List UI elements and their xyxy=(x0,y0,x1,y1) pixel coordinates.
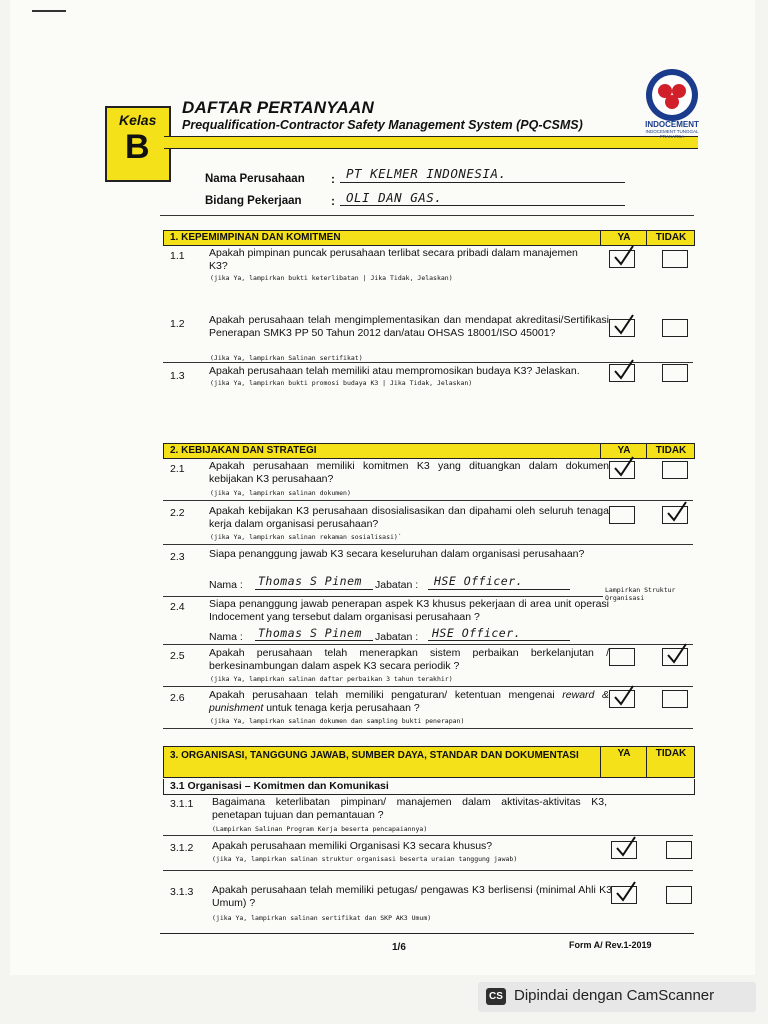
question-number: 1.1 xyxy=(170,250,185,262)
camscanner-watermark xyxy=(478,982,756,1012)
q1-3-tidak-checkbox[interactable] xyxy=(662,364,688,382)
document-title: DAFTAR PERTANYAAN xyxy=(182,98,374,117)
pj-k3-name-value[interactable]: Thomas S Pinem xyxy=(258,574,362,588)
underline xyxy=(428,589,570,590)
q1-3-ya-checkbox[interactable] xyxy=(609,364,635,382)
question-note: (Lampirkan Salinan Program Kerja beserta pencapaiannya) xyxy=(212,825,428,833)
q2-5-tidak-checkbox[interactable] xyxy=(662,648,688,666)
subsection-3-1-title: 3.1 Organisasi – Komitmen dan Komunikasi xyxy=(170,780,389,792)
divider xyxy=(163,500,693,501)
section-3-title: 3. ORGANISASI, TANGGUNG JAWAB, SUMBER DAYA, STANDAR DAN DOKUMENTASI xyxy=(170,750,579,761)
pj-k3-position-value[interactable]: HSE Officer. xyxy=(434,574,524,588)
side-note-line-2: Organisasi xyxy=(605,594,645,602)
section-3-header xyxy=(163,746,695,778)
scan-mark xyxy=(32,10,66,12)
logo-company-name: INDOCEMENT xyxy=(645,120,699,129)
underline xyxy=(428,640,570,641)
jabatan-label: Jabatan : xyxy=(375,631,419,643)
ya-column-header: YA xyxy=(600,747,647,777)
section-1-header xyxy=(163,230,695,246)
question-number: 1.3 xyxy=(170,370,185,382)
q2-5-ya-checkbox[interactable] xyxy=(609,648,635,666)
question-number: 2.1 xyxy=(170,463,185,475)
business-field-label: Bidang Pekerjaan xyxy=(205,195,302,207)
pj-k3-area-position-value[interactable]: HSE Officer. xyxy=(432,626,522,640)
logo-company-subtext: INDOCEMENT TUNGGAL PRAKARSA xyxy=(645,129,699,139)
q1-1-tidak-checkbox[interactable] xyxy=(662,250,688,268)
question-number: 2.5 xyxy=(170,650,185,662)
q1-2-ya-checkbox[interactable] xyxy=(609,319,635,337)
question-text: Apakah perusahaan telah memiliki atau mempromosikan budaya K3? Jelaskan. xyxy=(209,365,580,377)
question-text-main: Apakah perusahaan telah memiliki pengaturan/ ketentuan mengenai xyxy=(209,689,555,701)
subsection-3-1 xyxy=(163,779,695,795)
camscanner-icon: CS xyxy=(486,988,506,1005)
q1-1-ya-checkbox[interactable] xyxy=(609,250,635,268)
divider xyxy=(163,596,603,597)
question-note: (jika Ya, lampirkan salinan rekaman sosialisasi)` xyxy=(210,533,402,541)
question-note: (jika Ya, lampirkan salinan struktur organisasi beserta uraian tanggung jawab) xyxy=(212,855,518,863)
divider xyxy=(160,215,694,216)
question-note: (jika Ya, lampirkan bukti keterlibatan | Jika Tidak, Jelaskan) xyxy=(210,274,453,282)
tidak-column-header: TIDAK xyxy=(646,231,695,245)
question-number: 2.3 xyxy=(170,551,185,563)
question-text-rest: untuk tenaga kerja perusahaan ? xyxy=(263,702,420,714)
question-text: Apakah perusahaan memiliki Organisasi K3 secara khusus? xyxy=(212,840,493,852)
nama-label: Nama : xyxy=(209,579,243,591)
colon: : xyxy=(331,194,335,208)
page-number: 1/6 xyxy=(392,942,406,953)
divider xyxy=(163,544,693,545)
question-text: Bagaimana keterlibatan pimpinan/ manajemen dalam aktivitas-aktivitas K3, penetapan tujuan dan pemantauan ? xyxy=(212,796,607,821)
q1-2-tidak-checkbox[interactable] xyxy=(662,319,688,337)
question-note: (jika Ya, lampirkan bukti promosi budaya K3 | Jika Tidak, Jelaskan) xyxy=(210,379,473,387)
company-name-label: Nama Perusahaan xyxy=(205,173,305,185)
question-text-italic: reward & punishment xyxy=(209,689,609,714)
q3-1-3-ya-checkbox[interactable] xyxy=(611,886,637,904)
side-note-line-1: Lampirkan Struktur xyxy=(605,586,676,594)
underline xyxy=(340,182,625,183)
question-number: 3.1.3 xyxy=(170,886,194,898)
question-text: Apakah perusahaan telah mengimplementasikan dan mendapat akreditasi/Sertifikasi Penerapan SMK3 PP 50 Tahun 2012 dan/atau OHSAS 18001/ISO 45001? xyxy=(209,314,609,339)
divider xyxy=(163,870,693,871)
underline xyxy=(255,640,373,641)
header-yellow-bar xyxy=(164,136,698,149)
q3-1-2-ya-checkbox[interactable] xyxy=(611,841,637,859)
pj-k3-area-name-value[interactable]: Thomas S Pinem xyxy=(258,626,362,640)
section-2-title: 2. KEBIJAKAN DAN STRATEGI xyxy=(170,445,317,456)
q2-6-ya-checkbox[interactable] xyxy=(609,690,635,708)
q2-2-ya-checkbox[interactable] xyxy=(609,506,635,524)
q2-1-tidak-checkbox[interactable] xyxy=(662,461,688,479)
question-text: Siapa penanggung jawab K3 secara keseluruhan dalam organisasi perusahaan? xyxy=(209,548,585,560)
question-text: Apakah perusahaan telah memiliki petugas/ pengawas K3 berlisensi (minimal Ahli K3 Umum) ? xyxy=(212,884,612,909)
form-revision: Form A/ Rev.1-2019 xyxy=(569,940,652,950)
question-note: (jika Ya, lampirkan salinan daftar perbaikan 3 tahun terakhir) xyxy=(210,675,453,683)
divider xyxy=(163,644,693,645)
question-text: Apakah kebijakan K3 perusahaan disosialisasikan dan dipahami oleh seluruh tenaga kerja dalam organisasi perusahaan? xyxy=(209,505,609,530)
kelas-label: Kelas xyxy=(119,112,157,128)
footer-divider xyxy=(160,933,694,934)
underline xyxy=(255,589,373,590)
question-text: Siapa penanggung jawab penerapan aspek K3 khusus pekerjaan di area unit operasi Indocement yang tersebut dalam organisasi perusahaan ? xyxy=(209,598,609,623)
divider xyxy=(163,728,693,729)
section-1-title: 1. KEPEMIMPINAN DAN KOMITMEN xyxy=(170,232,341,243)
question-text xyxy=(209,689,609,715)
document-subtitle: Prequalification-Contractor Safety Management System (PQ-CSMS) xyxy=(182,118,583,132)
q3-1-3-tidak-checkbox[interactable] xyxy=(666,886,692,904)
business-field-value[interactable]: OLI DAN GAS. xyxy=(346,190,443,205)
question-note: (jika Ya, lampirkan salinan sertifikat dan SKP AK3 Umum) xyxy=(212,914,432,922)
question-note: (jika Ya, lampirkan salinan dokumen dan sampling bukti penerapan) xyxy=(210,717,465,725)
q2-6-tidak-checkbox[interactable] xyxy=(662,690,688,708)
tidak-column-header: TIDAK xyxy=(646,444,695,458)
question-text: Apakah perusahaan telah menerapkan sistem perbaikan berkelanjutan / berkesinambungan dalam aspek K3 secara periodik ? xyxy=(209,647,609,672)
question-number: 2.2 xyxy=(170,507,185,519)
company-name-value[interactable]: PT KELMER INDONESIA. xyxy=(346,166,507,181)
q2-1-ya-checkbox[interactable] xyxy=(609,461,635,479)
question-number: 2.4 xyxy=(170,601,185,613)
question-number: 3.1.2 xyxy=(170,842,194,854)
jabatan-label: Jabatan : xyxy=(375,579,419,591)
question-number: 1.2 xyxy=(170,318,185,330)
question-text: Apakah pimpinan puncak perusahaan terlibat secara pribadi dalam manajemen K3? xyxy=(209,247,578,272)
underline xyxy=(340,205,625,206)
q2-2-tidak-checkbox[interactable] xyxy=(662,506,688,524)
q3-1-2-tidak-checkbox[interactable] xyxy=(666,841,692,859)
nama-label: Nama : xyxy=(209,631,243,643)
question-number: 3.1.1 xyxy=(170,798,194,810)
kelas-badge xyxy=(105,106,171,182)
question-note: (jika Ya, lampirkan salinan dokumen) xyxy=(210,489,351,497)
ya-column-header: YA xyxy=(600,231,647,245)
camscanner-text: Dipindai dengan CamScanner xyxy=(514,987,715,1004)
question-number: 2.6 xyxy=(170,692,185,704)
question-text: Apakah perusahaan memiliki komitmen K3 yang dituangkan dalam dokumen kebijakan K3 perusahaan? xyxy=(209,460,609,485)
colon: : xyxy=(331,172,335,186)
kelas-letter: B xyxy=(125,128,150,166)
question-note: (Jika Ya, lampirkan Salinan sertifikat) xyxy=(210,354,363,362)
ya-column-header: YA xyxy=(600,444,647,458)
tidak-column-header: TIDAK xyxy=(646,747,695,777)
